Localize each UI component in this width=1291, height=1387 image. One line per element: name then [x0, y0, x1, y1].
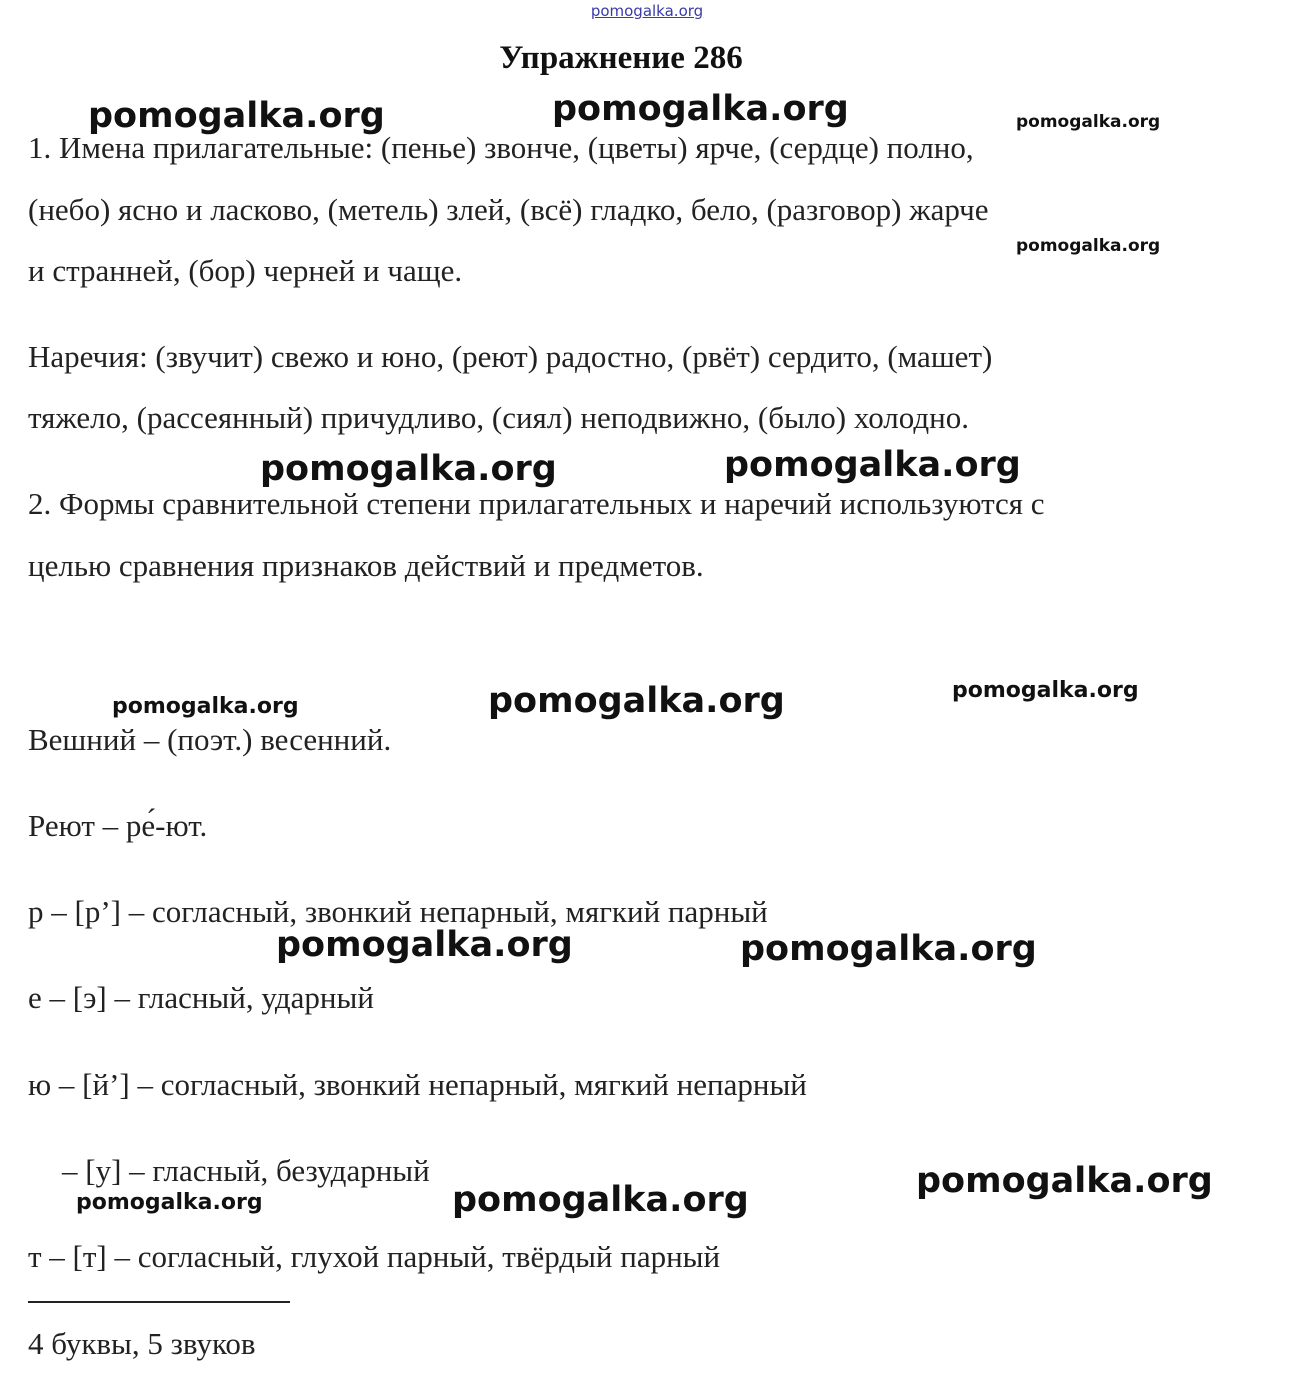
summary-divider — [28, 1301, 290, 1303]
watermark: pomogalka.org — [488, 681, 785, 721]
exercise-title: Упражнение 286 — [499, 40, 743, 76]
watermark: pomogalka.org — [260, 449, 557, 489]
vocabulary-line: Вешний – (поэт.) весенний. — [28, 722, 392, 757]
comparative-line-1: 2. Формы сравнительной степени прилагательных и наречий используются с — [28, 486, 1045, 521]
phonetic-e: е – [э] – гласный, ударный — [28, 980, 374, 1015]
watermark: pomogalka.org — [452, 1180, 749, 1220]
watermark: pomogalka.org — [952, 678, 1139, 703]
comparative-line-2: целью сравнения признаков действий и предметов. — [28, 548, 704, 583]
watermark: pomogalka.org — [276, 925, 573, 965]
watermark: pomogalka.org — [1016, 112, 1161, 132]
watermark: pomogalka.org — [76, 1190, 263, 1215]
phonetic-yu-1: ю – [й’] – согласный, звонкий непарный, мягкий непарный — [28, 1067, 807, 1102]
top-watermark-link[interactable]: pomogalka.org — [590, 2, 704, 20]
letters-sounds-summary: 4 буквы, 5 звуков — [28, 1326, 256, 1361]
watermark: pomogalka.org — [740, 929, 1037, 969]
adjectives-line-1: 1. Имена прилагательные: (пенье) звонче, (цветы) ярче, (сердце) полно, — [28, 130, 974, 165]
syllable-division-line: Реют – ре́-ют. — [28, 808, 208, 843]
watermark: pomogalka.org — [724, 445, 1021, 485]
adjectives-line-3: и странней, (бор) черней и чаще. — [28, 253, 463, 288]
phonetic-r: р – [р’] – согласный, звонкий непарный, мягкий парный — [28, 894, 768, 929]
adjectives-line-2: (небо) ясно и ласково, (метель) злей, (всё) гладко, бело, (разговор) жарче — [28, 192, 989, 227]
watermark: pomogalka.org — [552, 89, 849, 129]
watermark: pomogalka.org — [112, 694, 299, 719]
adverbs-line-2: тяжело, (рассеянный) причудливо, (сиял) неподвижно, (было) холодно. — [28, 400, 969, 435]
watermark: pomogalka.org — [916, 1161, 1213, 1201]
adverbs-line-1: Наречия: (звучит) свежо и юно, (реют) радостно, (рвёт) сердито, (машет) — [28, 339, 993, 374]
phonetic-yu-2: – [у] – гласный, безударный — [62, 1153, 430, 1188]
watermark: pomogalka.org — [88, 96, 385, 136]
phonetic-t: т – [т] – согласный, глухой парный, твёрдый парный — [28, 1239, 721, 1274]
watermark: pomogalka.org — [1016, 236, 1161, 256]
